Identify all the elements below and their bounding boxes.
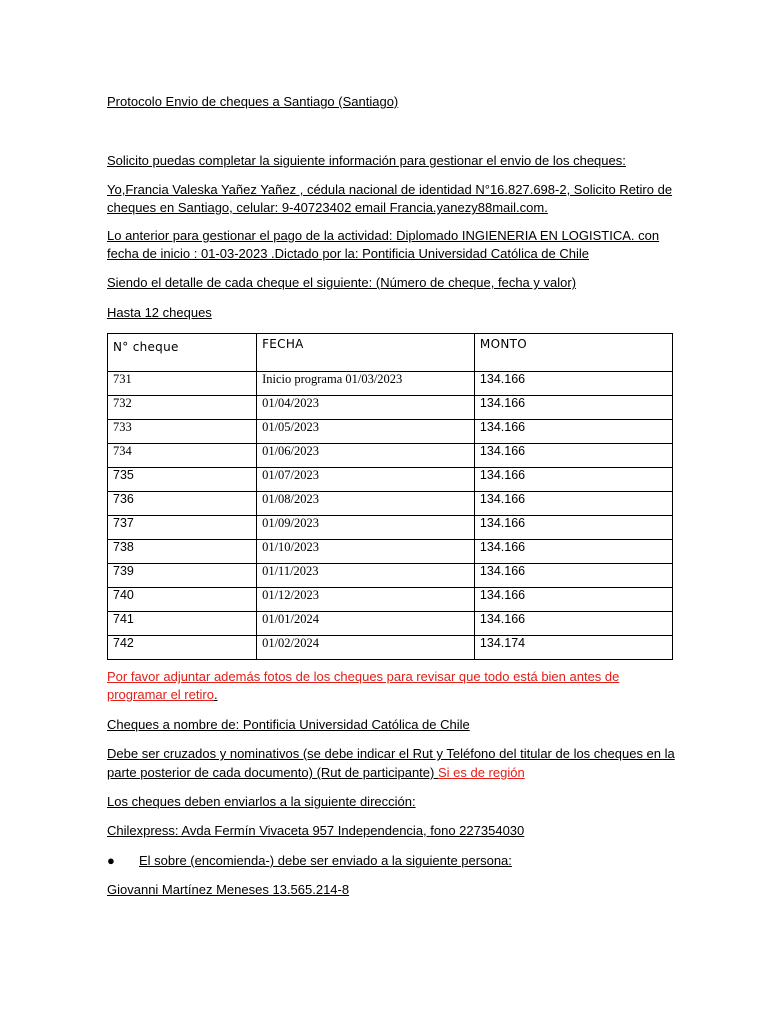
table-row bbox=[108, 396, 673, 420]
header-date: FECHA bbox=[257, 334, 475, 372]
cell-amount: 134.166 bbox=[474, 468, 672, 492]
cell-number: 733 bbox=[108, 420, 257, 444]
purpose-intro: Lo anterior para gestionar el pago de la actividad: bbox=[107, 228, 397, 243]
envelope-text: El sobre (encomienda-) debe ser enviado a la siguiente persona: bbox=[139, 853, 512, 868]
cell-amount: 134.166 bbox=[474, 372, 672, 396]
cell-date: 01/02/2024 bbox=[257, 636, 475, 660]
cell-date: 01/11/2023 bbox=[257, 564, 475, 588]
table-row bbox=[108, 468, 673, 492]
cell-number: 738 bbox=[108, 540, 257, 564]
cell-amount: 134.166 bbox=[474, 396, 672, 420]
cell-number: 742 bbox=[108, 636, 257, 660]
cell-date: 01/04/2023 bbox=[257, 396, 475, 420]
cell-date: 01/07/2023 bbox=[257, 468, 475, 492]
request-text: Solicito puedas completar la siguiente información para gestionar el envio de los cheques: bbox=[107, 153, 626, 168]
cell-date: 01/06/2023 bbox=[257, 444, 475, 468]
cell-number: 737 bbox=[108, 516, 257, 540]
table-row bbox=[108, 588, 673, 612]
cell-amount: 134.166 bbox=[474, 588, 672, 612]
cell-amount: 134.166 bbox=[474, 492, 672, 516]
document-title: Protocolo Envio de cheques a Santiago (Santiago) bbox=[107, 94, 399, 109]
cell-amount: 134.166 bbox=[474, 540, 672, 564]
cell-number: 731 bbox=[108, 372, 257, 396]
purpose-course: Diplomado INGIENERIA EN LOGISTICA. con bbox=[396, 228, 660, 243]
cell-date: 01/10/2023 bbox=[257, 540, 475, 564]
cell-date: 01/12/2023 bbox=[257, 588, 475, 612]
header-amount: MONTO bbox=[474, 334, 672, 372]
table-row bbox=[108, 420, 673, 444]
cell-amount: 134.166 bbox=[474, 612, 672, 636]
recipient-text: Giovanni Martínez Meneses 13.565.214-8 bbox=[107, 882, 350, 897]
envelope-line bbox=[107, 852, 512, 870]
photo-note-period: . bbox=[213, 687, 218, 702]
crossed-line-2 bbox=[107, 764, 525, 782]
cell-date: 01/09/2023 bbox=[257, 516, 475, 540]
cell-amount: 134.166 bbox=[474, 420, 672, 444]
header-cheque-number: N° cheque bbox=[108, 334, 257, 372]
cell-date: 01/01/2024 bbox=[257, 612, 475, 636]
photo-note-text: programar el retiro bbox=[107, 687, 214, 702]
table-row bbox=[108, 492, 673, 516]
table-row bbox=[108, 540, 673, 564]
identity-line-1: Yo,Francia Valeska Yañez Yañez , cédula nacional de identidad N°16.827.698-2, Solicito Retiro de bbox=[107, 182, 673, 197]
detail-text: Siendo el detalle de cada cheque el siguiente: (Número de cheque, fecha y valor) bbox=[107, 275, 577, 290]
cell-date: 01/05/2023 bbox=[257, 420, 475, 444]
payee-text: Cheques a nombre de: Pontificia Universidad Católica de Chile bbox=[107, 717, 470, 732]
address-intro: Los cheques deben enviarlos a la siguiente dirección: bbox=[107, 794, 416, 809]
photo-note-line-2 bbox=[107, 686, 218, 704]
cell-number: 736 bbox=[108, 492, 257, 516]
cheques-table bbox=[107, 333, 673, 660]
table-row bbox=[108, 444, 673, 468]
purpose-line-1 bbox=[107, 227, 659, 245]
cell-number: 740 bbox=[108, 588, 257, 612]
table-row bbox=[108, 564, 673, 588]
cell-number: 739 bbox=[108, 564, 257, 588]
table-row bbox=[108, 372, 673, 396]
cell-amount: 134.166 bbox=[474, 444, 672, 468]
cell-date: 01/08/2023 bbox=[257, 492, 475, 516]
table-body bbox=[108, 372, 673, 660]
table-row bbox=[108, 516, 673, 540]
cell-date: Inicio programa 01/03/2023 bbox=[257, 372, 475, 396]
cell-amount: 134.166 bbox=[474, 516, 672, 540]
identity-line-2: cheques en Santiago, celular: 9-40723402 email Francia.yanezy88mail.com. bbox=[107, 200, 548, 215]
table-row bbox=[108, 612, 673, 636]
purpose-line-2: fecha de inicio : 01-03-2023 .Dictado por la: Pontificia Universidad Católica de Chile bbox=[107, 246, 589, 261]
bullet-icon: ● bbox=[107, 853, 115, 868]
region-note: Si es de región bbox=[437, 765, 525, 780]
cell-number: 735 bbox=[108, 468, 257, 492]
cell-number: 741 bbox=[108, 612, 257, 636]
address-text: Chilexpress: Avda Fermín Vivaceta 957 Independencia, fono 227354030 bbox=[107, 823, 525, 838]
cell-number: 734 bbox=[108, 444, 257, 468]
cell-amount: 134.166 bbox=[474, 564, 672, 588]
photo-note-line-1: Por favor adjuntar además fotos de los cheques para revisar que todo está bien antes de bbox=[107, 669, 620, 684]
table-row bbox=[108, 636, 673, 660]
crossed-text: parte posterior de cada documento) (Rut de participante) bbox=[107, 765, 438, 780]
cell-amount: 134.174 bbox=[474, 636, 672, 660]
crossed-line-1: Debe ser cruzados y nominativos (se debe indicar el Rut y Teléfono del titular de los cheques en la bbox=[107, 746, 675, 761]
table-header-row bbox=[108, 334, 673, 372]
limit-text: Hasta 12 cheques bbox=[107, 305, 212, 320]
cell-number: 732 bbox=[108, 396, 257, 420]
